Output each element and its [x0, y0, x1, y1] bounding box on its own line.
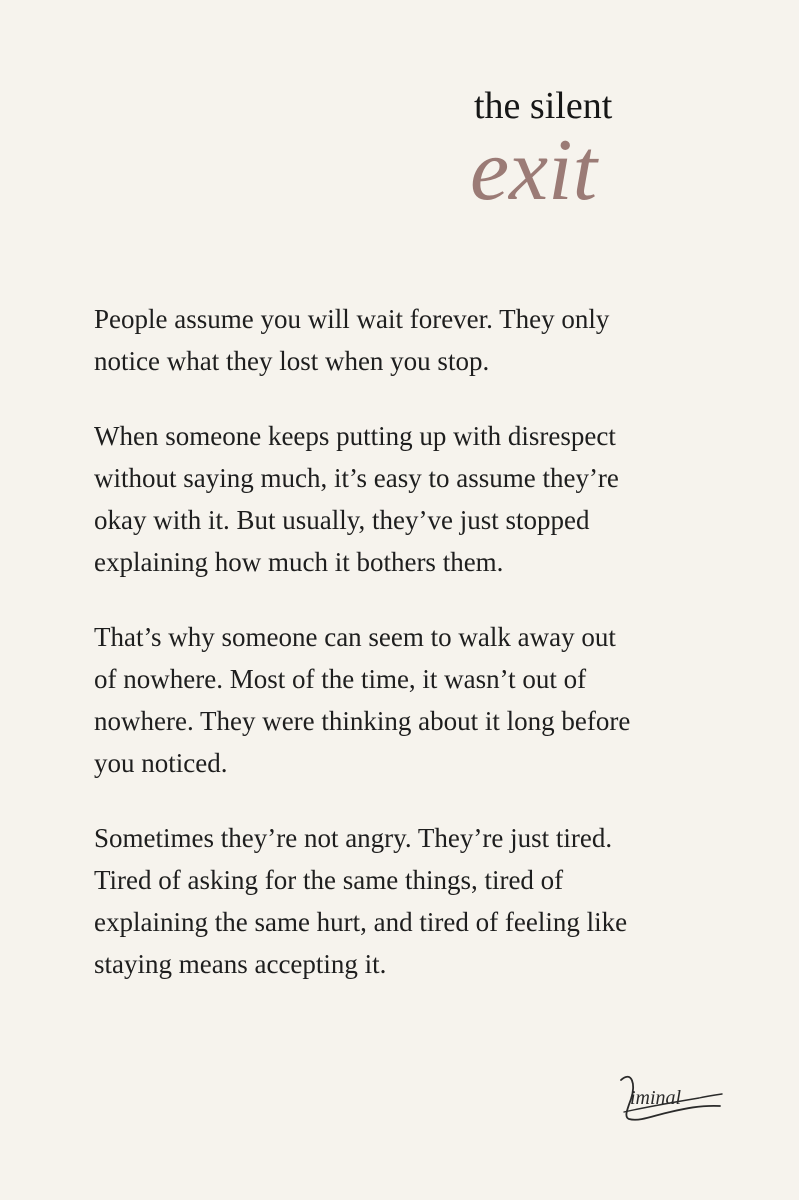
paragraph-line: Tired of asking for the same things, tired of — [94, 865, 564, 895]
title-line-2: exit — [470, 122, 598, 219]
paragraph-3 — [94, 616, 714, 784]
paragraph-line: okay with it. But usually, they’ve just stopped — [94, 505, 590, 535]
signature-logo — [612, 1070, 732, 1124]
title-line-1: the silent — [474, 85, 613, 127]
paragraph-line: When someone keeps putting up with disrespect — [94, 421, 616, 451]
paragraph-line: explaining how much it bothers them. — [94, 547, 504, 577]
paragraph-line: of nowhere. Most of the time, it wasn’t out of — [94, 664, 587, 694]
paragraph-line: That’s why someone can seem to walk away out — [94, 622, 616, 652]
paragraph-2 — [94, 415, 714, 583]
paragraph-1 — [94, 298, 714, 382]
svg-text:iminal: iminal — [630, 1087, 682, 1109]
paragraph-line: without saying much, it’s easy to assume they’re — [94, 463, 619, 493]
signature-mark — [612, 1070, 732, 1124]
paragraph-line: notice what they lost when you stop. — [94, 346, 490, 376]
quote-body — [94, 298, 714, 985]
paragraph-line: explaining the same hurt, and tired of feeling like — [94, 907, 628, 937]
paragraph-line: staying means accepting it. — [94, 949, 387, 979]
paragraph-line: Sometimes they’re not angry. They’re just tired. — [94, 823, 613, 853]
paragraph-line: People assume you will wait forever. They only — [94, 304, 610, 334]
paragraph-4 — [94, 817, 714, 985]
paragraph-line: nowhere. They were thinking about it long before — [94, 706, 631, 736]
paragraph-line: you noticed. — [94, 748, 228, 778]
